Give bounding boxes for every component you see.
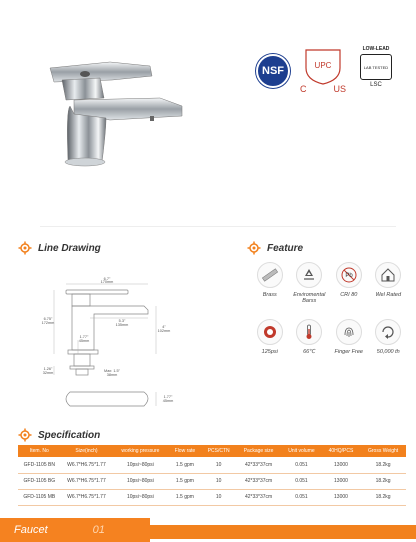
faucet-hero-image (40, 50, 210, 170)
table-row (18, 473, 406, 489)
upc-badge: UPC C US (300, 46, 346, 94)
dim-label: 38mm (106, 373, 118, 377)
column-header: Item. No (18, 445, 61, 457)
table-cell: GFD-1105 BN (18, 457, 61, 473)
table-cell: 13000 (322, 457, 360, 473)
column-header: Size(inch) (61, 445, 113, 457)
dim-label: Max: 1.5" (104, 369, 120, 373)
table-cell: 10psi~80psi (112, 473, 168, 489)
brass-bar-icon (257, 262, 283, 288)
column-header: Unit volume (281, 445, 322, 457)
svg-text:UPC: UPC (314, 61, 332, 70)
line-drawing-title: Line Drawing (18, 241, 101, 255)
table-cell: 10 (201, 473, 236, 489)
dim-label: 5.3" (118, 319, 126, 323)
table-cell: 0.051 (281, 489, 322, 505)
table-cell: 13000 (322, 489, 360, 505)
table-cell: 1.5 gpm (169, 473, 202, 489)
table-cell: 1.5 gpm (169, 489, 202, 505)
pressure-icon (257, 319, 283, 345)
low-lead-box: LAB TESTED (360, 54, 392, 80)
footer-tab (0, 518, 150, 542)
dim-label: 4" (162, 325, 166, 329)
footer-page-number: 01 (92, 524, 105, 536)
feature-item: Wel Rated (369, 262, 409, 305)
column-header: Flow rate (169, 445, 202, 457)
table-cell: 0.051 (281, 473, 322, 489)
table-cell: 42*33*37cm (236, 473, 281, 489)
table-cell: 1.5 gpm (169, 457, 202, 473)
no-lead-icon (336, 262, 362, 288)
dim-label: 45mm (78, 339, 90, 343)
dim-label: 1.77" (163, 395, 173, 399)
nsf-badge: NSF (256, 54, 290, 88)
feature-item: Brass (250, 262, 290, 305)
feature-item: Pb CRI 80 (329, 262, 369, 305)
table-cell: 18.2kg (360, 473, 406, 489)
dim-label: 1.77" (79, 335, 89, 339)
feature-item: Finger Free (329, 319, 369, 355)
svg-text:Pb: Pb (345, 273, 353, 279)
dim-label: 1.26" (43, 367, 53, 371)
house-icon (375, 262, 401, 288)
table-cell: GFD-1105 MB (18, 489, 61, 505)
feature-item: 125psi (250, 319, 290, 355)
table-cell: 18.2kg (360, 489, 406, 505)
dim-label: 170mm (100, 280, 114, 284)
table-cell: W6.7*H6.75*1.77 (61, 457, 113, 473)
gear-icon (18, 428, 32, 442)
dim-label: 172mm (41, 321, 55, 325)
column-header: Package size (236, 445, 281, 457)
feature-title: Feature (247, 241, 303, 255)
dim-label: 6.75" (43, 317, 53, 321)
dim-label: 6.7" (103, 277, 111, 281)
recycle-icon (296, 262, 322, 288)
upc-shield-icon (300, 46, 346, 86)
table-cell: 42*33*37cm (236, 489, 281, 505)
column-header: 40HQ/PCS (322, 445, 360, 457)
dim-label: 32mm (42, 371, 54, 375)
specification-table (18, 445, 406, 506)
feature-item: 66℃ (290, 319, 330, 355)
column-header: PCS/CTN (201, 445, 236, 457)
fingerprint-icon (336, 319, 362, 345)
feature-grid (250, 262, 408, 355)
footer-product-name: Faucet (14, 524, 48, 536)
table-cell: W6.7*H6.75*1.77 (61, 473, 113, 489)
page-footer (0, 518, 416, 542)
thermometer-icon (296, 319, 322, 345)
table-header-row (18, 445, 406, 457)
table-cell: 13000 (322, 473, 360, 489)
table-cell: 0.051 (281, 457, 322, 473)
column-header: working pressure (112, 445, 168, 457)
dim-label: 135mm (115, 323, 129, 327)
technical-line-drawing (41, 270, 194, 420)
dim-label: 102mm (157, 329, 171, 333)
cycle-icon (375, 319, 401, 345)
dim-label: 45mm (162, 399, 174, 403)
table-cell: GFD-1105 BG (18, 473, 61, 489)
table-cell: 10 (201, 489, 236, 505)
feature-item: Enviromental Barss (290, 262, 330, 305)
table-cell: 10psi~80psi (112, 489, 168, 505)
column-header: Gross Weight (360, 445, 406, 457)
table-cell: 10psi~80psi (112, 457, 168, 473)
table-row (18, 457, 406, 473)
table-row (18, 489, 406, 505)
specification-title: Specification (18, 428, 100, 442)
feature-item: 50,000 th (369, 319, 409, 355)
table-cell: 18.2kg (360, 457, 406, 473)
low-lead-badge: LOW-LEAD LAB TESTED LSC (356, 46, 396, 88)
section-divider (40, 226, 396, 227)
gear-icon (247, 241, 261, 255)
table-cell: 10 (201, 457, 236, 473)
table-cell: W6.7*H6.75*1.77 (61, 489, 113, 505)
certification-badges (256, 46, 396, 94)
table-cell: 42*33*37cm (236, 457, 281, 473)
gear-icon (18, 241, 32, 255)
